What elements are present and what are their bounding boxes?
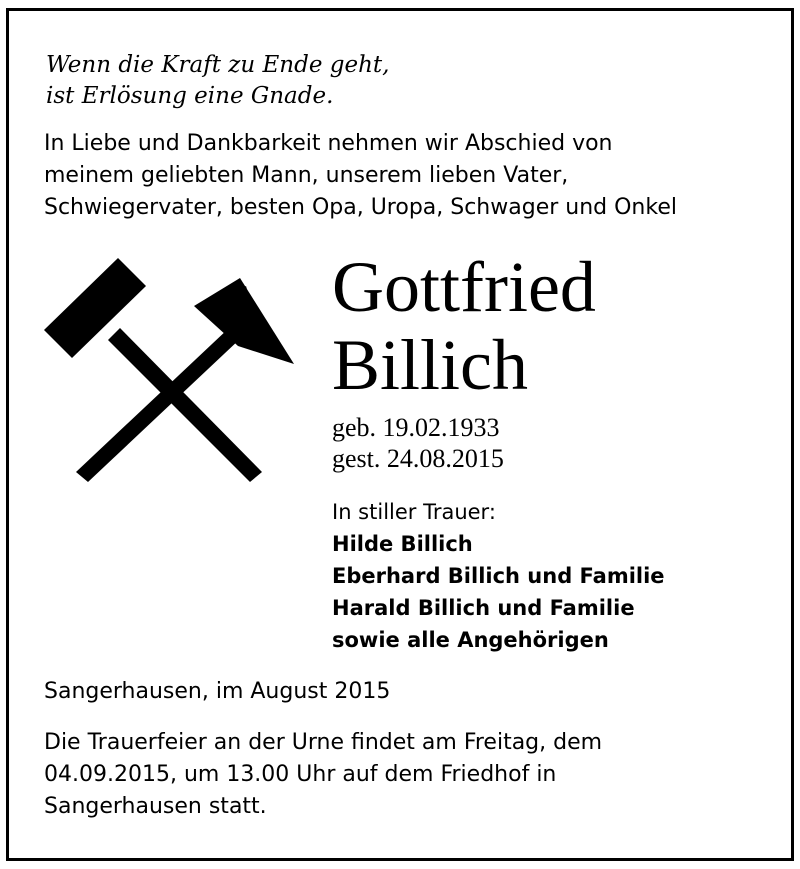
intro-line: meinem geliebten Mann, unserem lieben Vater, — [44, 163, 569, 188]
first-name: Gottfried — [332, 247, 596, 327]
hammer-handle — [108, 328, 262, 482]
motto-line: Wenn die Kraft zu Ende geht, — [46, 52, 390, 78]
intro-line: Schwiegervater, besten Opa, Uropa, Schwager und Onkel — [44, 195, 677, 220]
place-date: Sangerhausen, im August 2015 — [44, 679, 391, 704]
intro-text — [44, 128, 677, 224]
death-date: gest. 24.08.2015 — [332, 444, 504, 473]
service-line: 04.09.2015, um 13.00 Uhr auf dem Friedhof in — [44, 762, 557, 787]
motto — [46, 50, 389, 112]
deceased-name — [332, 248, 596, 404]
service-line: Sangerhausen statt. — [44, 794, 267, 819]
last-name: Billich — [332, 325, 528, 405]
mourner-name: Hilde Billich — [332, 532, 473, 556]
mourner-name: sowie alle Angehörigen — [332, 628, 609, 652]
mourner-name: Eberhard Billich und Familie — [332, 564, 665, 588]
motto-line: ist Erlösung eine Gnade. — [46, 83, 334, 109]
mourner-name: Harald Billich und Familie — [332, 596, 635, 620]
hammer-and-pick-icon — [44, 254, 294, 490]
mourners-block — [332, 496, 665, 656]
mourners-heading: In stiller Trauer: — [332, 500, 496, 524]
service-info — [44, 727, 602, 823]
life-dates — [332, 412, 504, 474]
birth-date: geb. 19.02.1933 — [332, 413, 500, 442]
intro-line: In Liebe und Dankbarkeit nehmen wir Abschied von — [44, 131, 613, 156]
service-line: Die Trauerfeier an der Urne findet am Freitag, dem — [44, 730, 603, 755]
pick-handle — [76, 328, 241, 482]
